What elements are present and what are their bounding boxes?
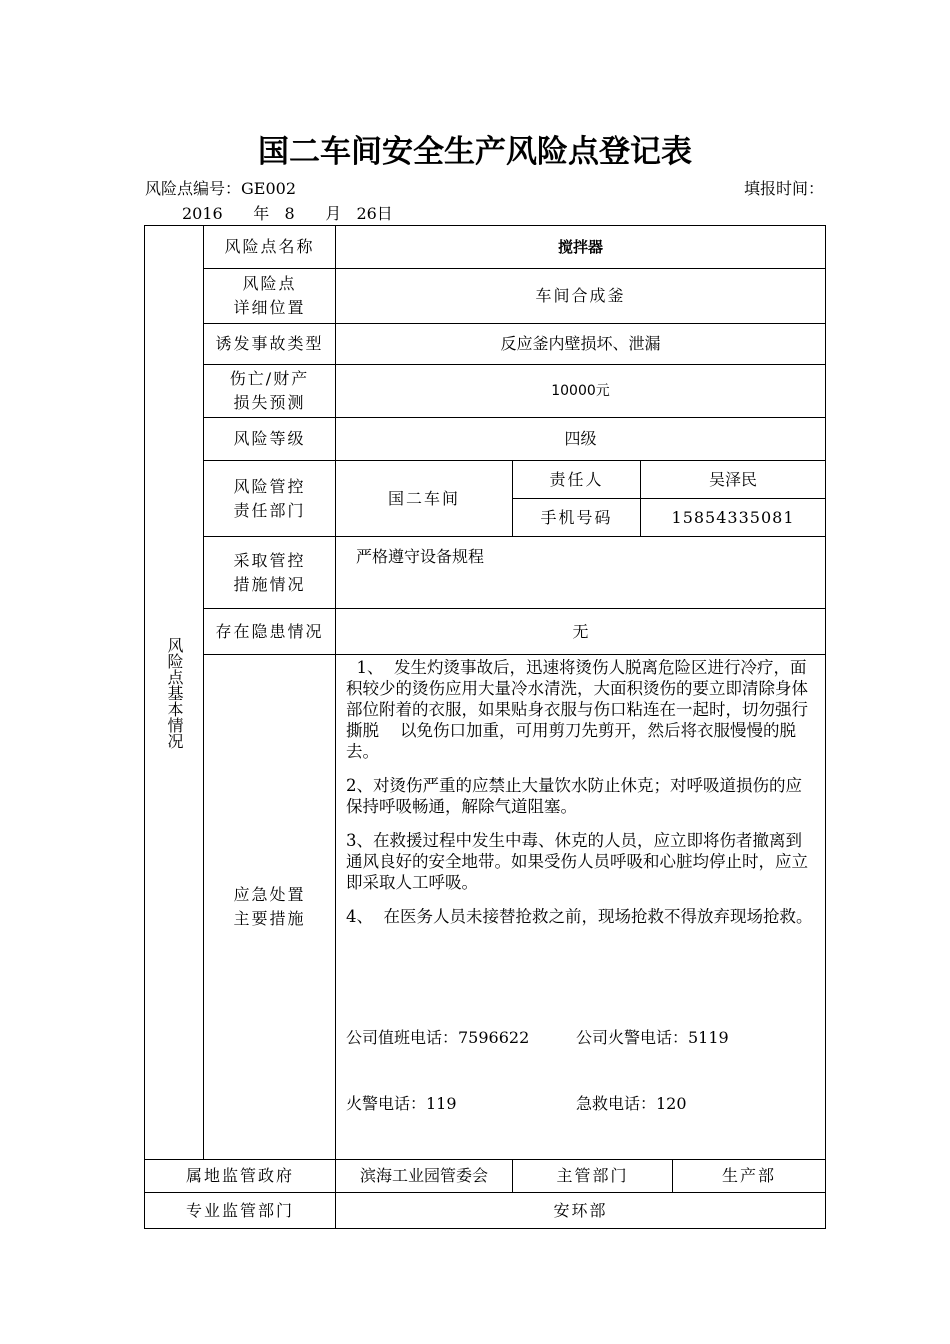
phone-value: 15854335081: [641, 499, 826, 537]
emergency-measures: [336, 655, 826, 1160]
fill-time-label: 填报时间：: [743, 179, 824, 198]
accident-type-value: 反应釜内壁损坏、泄漏: [336, 324, 826, 365]
duty-phone: 公司值班电话：7596622: [346, 1028, 530, 1047]
location-label-line1: 风险点: [242, 274, 297, 293]
risk-level-value: 四级: [336, 418, 826, 461]
risk-code-line: 风险点编号：GE002: [145, 179, 297, 198]
emergency-label: [204, 655, 336, 1160]
section-label-cell: [145, 226, 204, 1160]
page-title: 国二车间安全生产风险点登记表: [258, 134, 692, 170]
emergency-step-2: 2、对烫伤严重的应禁止大量饮水防止休克；对呼吸道损伤的应保持呼吸畅通，解除气道阻塞。: [346, 776, 802, 816]
loss-value: 10000元: [336, 365, 826, 418]
dept-label-line1: 风险管控: [233, 476, 306, 496]
location-value: 车间合成釜: [336, 269, 826, 324]
loss-label: [204, 365, 336, 418]
responsible-dept-value: 国二车间: [336, 461, 513, 537]
company-fire-phone: 公司火警电话：5119: [576, 1028, 729, 1047]
local-gov-label: 属地监管政府: [145, 1160, 336, 1193]
risk-name-value: 搅拌器: [336, 226, 826, 269]
accident-type-label: 诱发事故类型: [204, 324, 336, 365]
emergency-label-line2: 主要措施: [233, 909, 306, 928]
dept-label-line2: 责任部门: [233, 500, 306, 520]
emergency-step-3: 3、在救援过程中发生中毒、休克的人员，应立即将伤者撤离到通风良好的安全地带。如果受伤人员呼吸和心脏均停止时，应立即采取人工呼吸。: [346, 831, 808, 892]
measures-value: 严格遵守设备规程: [336, 537, 826, 609]
risk-level-label: 风险等级: [204, 418, 336, 461]
authority-value: 生产部: [673, 1160, 826, 1193]
authority-label: 主管部门: [513, 1160, 673, 1193]
emergency-label-line1: 应急处置: [233, 885, 306, 904]
responsible-person-value: 吴泽民: [641, 461, 826, 499]
supervision-dept-value: 安环部: [336, 1193, 826, 1229]
responsible-person-label: 责任人: [513, 461, 641, 499]
local-gov-value: 滨海工业园管委会: [336, 1160, 513, 1193]
loss-label-line2: 损失预测: [233, 393, 306, 412]
emergency-step-1: 1、 发生灼烫事故后，迅速将烫伤人脱离危险区进行冷疗，面积较少的烫伤应用大量冷水清洗，大面积烫伤的要立即清除身体部位附着的衣服，如果贴身衣服与伤口粘连在一起时，切勿强行撕脱 以免伤口加重，可用剪刀先剪开，然后将衣服慢慢的脱去。: [346, 658, 808, 761]
measures-label-line1: 采取管控: [233, 550, 306, 570]
hazard-value: 无: [336, 609, 826, 655]
loss-label-line1: 伤亡/财产: [229, 369, 310, 388]
emergency-step-4: 4、 在医务人员未接替抢救之前，现场抢救不得放弃现场抢救。: [346, 907, 813, 926]
hazard-label: 存在隐患情况: [204, 609, 336, 655]
section-label: 风险点基本情况: [165, 636, 184, 749]
measures-label-line2: 措施情况: [233, 574, 306, 594]
fill-date-line: 2016 年 8 月 26日: [182, 204, 393, 223]
responsible-dept-label: [204, 461, 336, 537]
location-label-line2: 详细位置: [233, 298, 306, 317]
measures-label: [204, 537, 336, 609]
location-label: [204, 269, 336, 324]
supervision-dept-label: 专业监管部门: [145, 1193, 336, 1229]
first-aid-phone: 急救电话：120: [576, 1094, 687, 1113]
fire-phone: 火警电话：119: [346, 1094, 457, 1113]
emergency-phones: [346, 983, 817, 1159]
risk-register-table: [144, 225, 826, 1229]
phone-label: 手机号码: [513, 499, 641, 537]
risk-name-label: 风险点名称: [204, 226, 336, 269]
